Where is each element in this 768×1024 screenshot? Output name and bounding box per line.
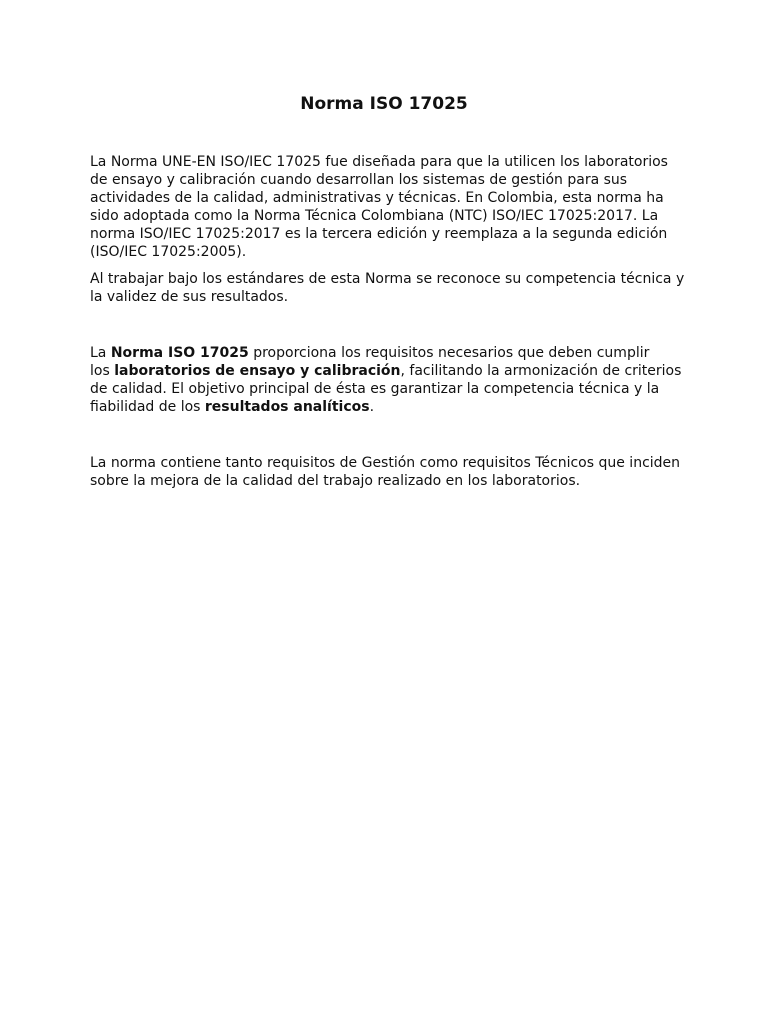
- text-run: los: [90, 363, 115, 379]
- text-run: fiabilidad de los: [90, 399, 205, 415]
- paragraph-line: sobre la mejora de la calidad del trabajo realizado en los laboratorios.: [90, 473, 581, 489]
- paragraph-contents: [90, 454, 682, 490]
- document-title: Norma ISO 17025: [300, 94, 468, 114]
- text-run: , facilitando la armonización de criterios: [400, 363, 682, 379]
- bold-text-resultados: resultados analíticos: [204, 399, 370, 415]
- text-run: La: [90, 345, 111, 361]
- document-body: [90, 153, 685, 490]
- paragraph-line: de calidad. El objetivo principal de ésta es garantizar la competencia técnica y la: [90, 381, 660, 397]
- paragraph-requirements: [90, 344, 682, 416]
- paragraph-line: de ensayo y calibración cuando desarrollan los sistemas de gestión para sus: [90, 172, 628, 188]
- paragraph-line: [90, 363, 681, 379]
- bold-text-norma: Norma ISO 17025: [110, 345, 249, 361]
- paragraph-line: [90, 345, 649, 361]
- paragraph-line: La norma contiene tanto requisitos de Gestión como requisitos Técnicos que inciden: [90, 455, 681, 471]
- paragraph-line: La Norma UNE-EN ISO/IEC 17025 fue diseñada para que la utilicen los laboratorios: [90, 154, 668, 170]
- paragraph-competence: [90, 270, 685, 306]
- paragraph-line: norma ISO/IEC 17025:2017 es la tercera edición y reemplaza a la segunda edición: [90, 226, 668, 242]
- paragraph-line: actividades de la calidad, administrativas y técnicas. En Colombia, esta norma ha: [90, 190, 664, 206]
- paragraph-line: (ISO/IEC 17025:2005).: [90, 244, 247, 260]
- bold-text-laboratorios: laboratorios de ensayo y calibración: [114, 363, 401, 379]
- paragraph-line: [90, 399, 374, 415]
- paragraph-line: Al trabajar bajo los estándares de esta Norma se reconoce su competencia técnica y: [90, 271, 685, 287]
- text-run: .: [369, 399, 375, 415]
- text-run: proporciona los requisitos necesarios que deben cumplir: [248, 345, 650, 361]
- paragraph-introduction: [90, 153, 682, 261]
- paragraph-line: sido adoptada como la Norma Técnica Colombiana (NTC) ISO/IEC 17025:2017. La: [90, 208, 659, 224]
- paragraph-line: la validez de sus resultados.: [90, 289, 289, 305]
